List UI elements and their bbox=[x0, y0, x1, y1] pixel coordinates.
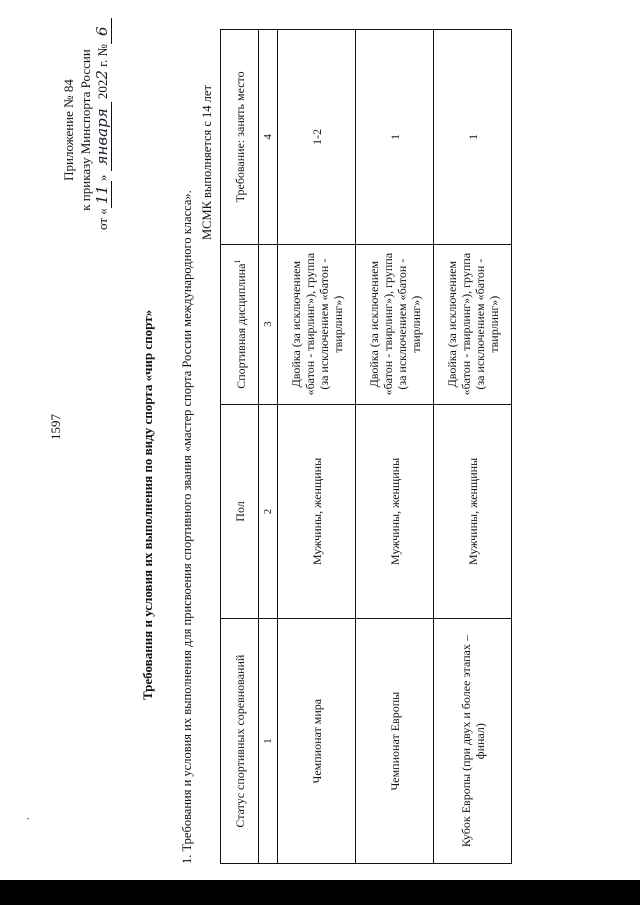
annex-date-line: от «11» января 2022 г. №6 bbox=[94, 30, 111, 230]
cell-status: Кубок Европы (при двух и более этапах – финал) bbox=[434, 619, 512, 864]
scan-speck: , bbox=[20, 817, 31, 820]
header-place: Требование: занять место bbox=[221, 30, 259, 245]
page-number: 1597 bbox=[48, 414, 63, 440]
handwritten-order-number: 6 bbox=[93, 18, 112, 44]
cell-gender: Мужчины, женщины bbox=[434, 404, 512, 619]
cell-place: 1 bbox=[434, 30, 512, 245]
cell-status: Чемпионат Европы bbox=[356, 619, 434, 864]
annex-order: к приказу Минспорта России bbox=[78, 49, 93, 211]
requirements-table bbox=[220, 29, 512, 864]
cell-gender: Мужчины, женщины bbox=[356, 404, 434, 619]
annex-number: Приложение № 84 bbox=[61, 79, 76, 181]
column-number-row bbox=[259, 30, 278, 864]
table-header-row bbox=[221, 30, 259, 864]
scan-edge-bar bbox=[0, 880, 640, 905]
col-number: 1 bbox=[259, 619, 278, 864]
intro-paragraph: 1. Требования и условия их выполнения для присвоения спортивного звания «мастер спорта России международного класса». bbox=[180, 190, 194, 864]
cell-status: Чемпионат мира bbox=[278, 619, 356, 864]
col-number: 4 bbox=[259, 30, 278, 245]
table-row bbox=[278, 30, 356, 864]
cell-discipline: Двойка (за исключением «батон - твирлинг»), группа (за исключением «батон - твирлинг») bbox=[434, 244, 512, 404]
age-note: МСМК выполняется с 14 лет bbox=[200, 85, 214, 240]
col-number: 2 bbox=[259, 404, 278, 619]
header-gender: Пол bbox=[221, 404, 259, 619]
cell-discipline: Двойка (за исключением «батон - твирлинг»), группа (за исключением «батон - твирлинг») bbox=[356, 244, 434, 404]
cell-gender: Мужчины, женщины bbox=[278, 404, 356, 619]
col-number: 3 bbox=[259, 244, 278, 404]
handwritten-month: января bbox=[93, 102, 112, 171]
cell-discipline: Двойка (за исключением «батон - твирлинг»), группа (за исключением «батон - твирлинг») bbox=[278, 244, 356, 404]
cell-place: 1-2 bbox=[278, 30, 356, 245]
header-status: Статус спортивных соревнований bbox=[221, 619, 259, 864]
handwritten-year-digit: 2 bbox=[93, 70, 111, 80]
cell-place: 1 bbox=[356, 30, 434, 245]
annex-block bbox=[60, 26, 111, 230]
footnote-mark: 1 bbox=[233, 259, 242, 264]
handwritten-day: 11 bbox=[93, 181, 112, 208]
document-title: Требования и условия их выполнения по виду спорта «чир спорт» bbox=[140, 309, 155, 700]
table-row bbox=[356, 30, 434, 864]
table-row bbox=[434, 30, 512, 864]
header-discipline: Спортивная дисциплина$^1$ bbox=[221, 244, 259, 404]
